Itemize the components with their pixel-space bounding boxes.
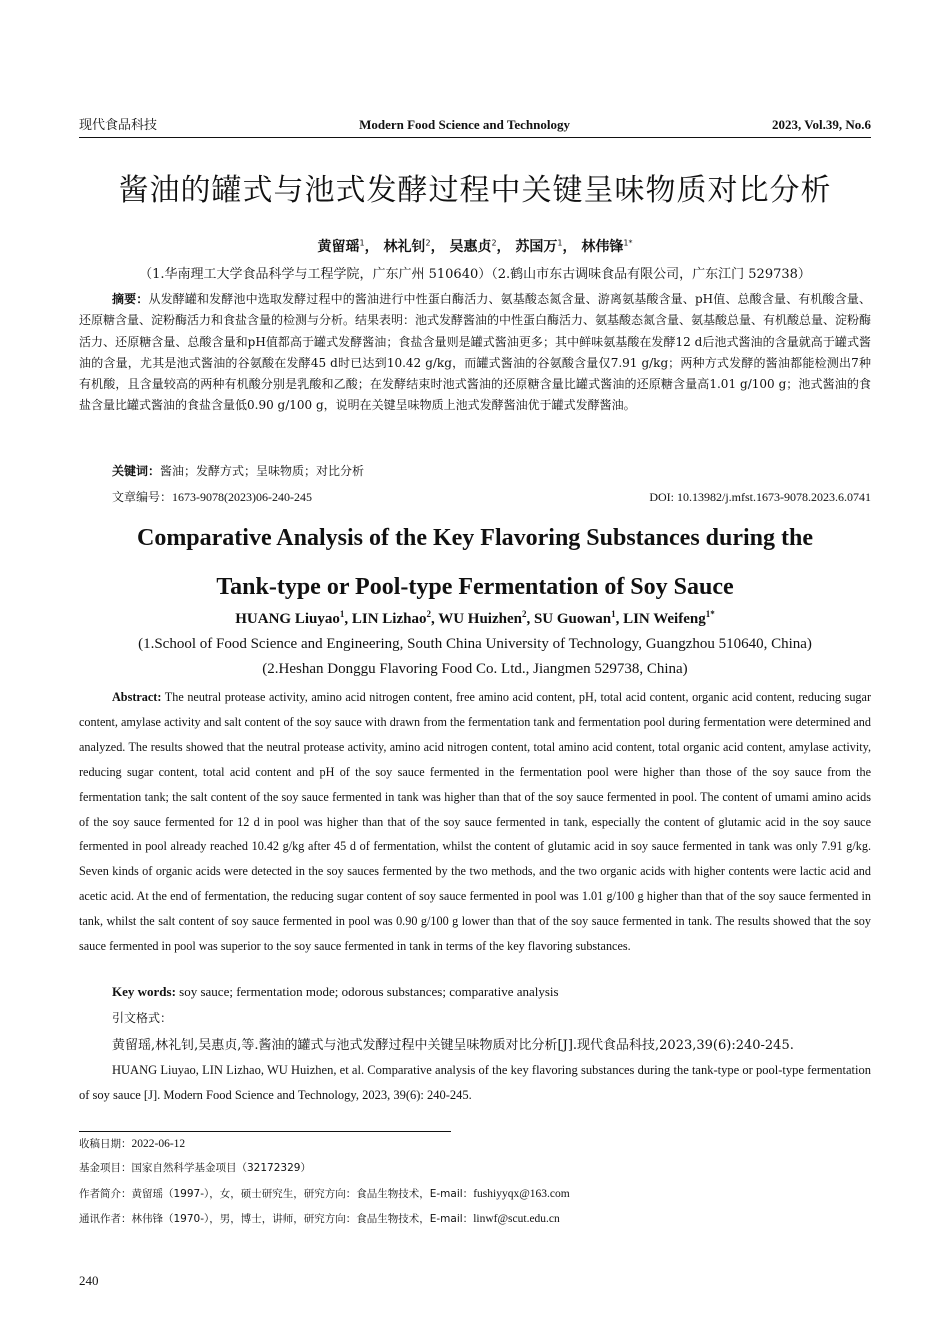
english-title-line1: Comparative Analysis of the Key Flavoring Substances during the [136, 525, 814, 551]
abstract-label: 摘要： [112, 292, 149, 306]
author-affil-sup: 2 [425, 238, 431, 248]
english-keywords [112, 984, 559, 1000]
author-affil-sup: 2 [521, 609, 527, 619]
author-affil-sup: 1 [611, 609, 616, 619]
corresponding-label: 通讯作者： [79, 1213, 132, 1225]
author-name: LIN Weifeng [623, 611, 706, 627]
citation-english: HUANG Liuyao, LIN Lizhao, WU Huizhen, et al. Comparative analysis of the key flavoring substances during the tank-type or pool-type fermentation of soy sauce [J]. Modern Food Science and Technology, 2023, 39(6): 240-245. [79, 1063, 871, 1102]
author-bio-label: 作者简介： [79, 1188, 132, 1200]
chinese-authors [0, 236, 950, 256]
english-title-line2: Tank-type or Pool-type Fermentation of Soy Sauce [216, 574, 734, 600]
chinese-title: 酱油的罐式与池式发酵过程中关键呈味物质对比分析 [118, 173, 832, 208]
author-sep: , [344, 611, 352, 627]
author-sep: ， [430, 239, 445, 255]
journal-name-cn: 现代食品科技 [79, 118, 158, 133]
author-sep: ， [562, 239, 577, 255]
citation-label: 引文格式： [112, 1011, 173, 1025]
article-no-label: 文章编号： [112, 490, 173, 504]
keywords-label: Key words: [112, 984, 176, 999]
author-affil-sup: 1 [557, 238, 563, 248]
chinese-affiliation: （1.华南理工大学食品科学与工程学院，广东广州 510640）（2.鹤山市东古调味食品有限公司，广东江门 529738） [139, 267, 811, 282]
author-sep: , [526, 611, 534, 627]
author-name: SU Guowan [533, 611, 612, 627]
corresponding-email-link[interactable]: linwf@scut.edu.cn [473, 1213, 560, 1225]
fund-label: 基金项目： [79, 1162, 132, 1174]
chinese-abstract [79, 289, 871, 417]
author-sep: , [615, 611, 624, 627]
keywords-text: soy sauce; fermentation mode; odorous substances; comparative analysis [179, 984, 559, 999]
received-label: 收稿日期： [79, 1138, 132, 1150]
keywords-label: 关键词： [112, 464, 161, 478]
author-affil-sup: 1* [623, 238, 633, 248]
page-number: 240 [79, 1273, 99, 1288]
doi: DOI: 10.13982/j.mfst.1673-9078.2023.6.0741 [649, 490, 871, 504]
author-sep: ， [496, 239, 511, 255]
volume-info: 2023, Vol.39, No.6 [772, 117, 871, 132]
article-number-row [79, 487, 871, 508]
english-affiliation-2: (2.Heshan Donggu Flavoring Food Co. Ltd., Jiangmen 529738, China) [262, 661, 688, 677]
footnote-fund [79, 1160, 871, 1175]
english-authors [0, 609, 950, 628]
abstract-label: Abstract: [112, 690, 162, 704]
article-no: 1673-9078(2023)06-240-245 [172, 490, 312, 504]
author-email-link[interactable]: fushiyyqx@163.com [473, 1188, 570, 1200]
english-title [79, 514, 871, 612]
footnote-divider [79, 1131, 451, 1132]
english-abstract [79, 685, 871, 959]
author-name: 林礼钊 [383, 239, 426, 255]
corresponding-text: 林伟锋（1970-），男，博士，讲师，研究方向：食品生物技术，E-mail： [131, 1213, 474, 1225]
fund-text: 国家自然科学基金项目（32172329） [131, 1162, 311, 1174]
abstract-text: The neutral protease activity, amino acid nitrogen content, free amino acid content, pH, total acid content, organic acid content, reducing sugar content, amylase activity and salt content of the soy sauce with drawn from the fermentation tank and fermentation pool during fermentation were determined and analyzed. The results showed that the neutral protease activity, amino acid nitrogen content, total amino acid content, total organic acid content, amylase activity, reducing sugar content, total acid content and pH of the soy sauce fermented in the fermentation pool were higher than those of the soy sauce from the fermentation tank; the salt content of the soy sauce fermented in tank was higher than that of the soy sauce fermented in pool. The content of umami amino acids of the soy sauce fermented for 12 d in pool was higher than that of the soy sauce fermented in tank, especially the content of glutamic acid in the soy sauce fermented in pool already reached 10.42 g/kg after 45 d of fermentation, whilst the content of glutamic acid in soy sauce fermented in tank was only 7.91 g/kg. Seven kinds of organic acids were detected in the soy sauces fermented by the two methods, and the two organic acids with higher contents were lactic acid and acetic acid. At the end of fermentation, the reducing sugar content of soy sauce fermented in pool was 1.01 g/100 g higher than that of the soy sauce fermented in tank, whilst the salt content of soy sauce fermented in pool was 0.90 g/100 g lower than that of the soy sauce fermented in tank. The results showed that the soy sauce fermented in pool was superior to the soy sauce fermented in tank in terms of the key flavoring substances. [79, 690, 871, 954]
author-sep: , [430, 611, 439, 627]
abstract-text: 从发酵罐和发酵池中选取发酵过程中的酱油进行中性蛋白酶活力、氨基酸态氮含量、游离氨基酸含量、pH值、总酸含量、有机酸含量、还原糖含量、淀粉酶活力和食盐含量的检测与分析。结果表明：池式发酵酱油的中性蛋白酶活力、氨基酸态氮含量、氨基酸总量、有机酸总量、淀粉酶活力、还原糖含量、总酸含量和pH值都高于罐式发酵酱油；食盐含量则是罐式酱油更多；其中鲜味氨基酸在发酵12 d后池式酱油的含量就高于罐式酱油的含量，尤其是池式酱油的谷氨酸在发酵45 d时已达到10.42 g/kg，而罐式酱油的谷氨酸含量仅7.91 g/kg；两种方式发酵的酱油都能检测出7种有机酸，且含量较高的两种有机酸分别是乳酸和乙酸；在发酵结束时池式酱油的还原糖含量比罐式酱油的还原糖含量高1.01 g/100 g；池式酱油的食盐含量比罐式酱油的食盐含量低0.90 g/100 g，说明在关键呈味物质上池式发酵酱油优于罐式发酵酱油。 [79, 292, 872, 413]
footnote-corresponding [79, 1211, 871, 1226]
author-name: HUANG Liuyao [235, 611, 340, 627]
english-affiliation-1: (1.School of Food Science and Engineering, South China University of Technology, Guangzhou 510640, China) [138, 636, 812, 652]
received-date: 2022-06-12 [131, 1138, 186, 1150]
author-affil-sup: 1 [359, 238, 365, 248]
author-name: 黄留瑶 [317, 239, 360, 255]
running-header [79, 114, 871, 138]
author-name: 林伟锋 [581, 239, 624, 255]
footnote-author-bio [79, 1186, 871, 1201]
author-affil-sup: 1 [339, 609, 345, 619]
author-affil-sup: 2 [491, 238, 497, 248]
footnote-received [79, 1136, 871, 1151]
author-affil-sup: 2 [426, 609, 431, 619]
chinese-keywords [79, 461, 871, 482]
citation-chinese: 黄留瑶,林礼钊,吴惠贞,等.酱油的罐式与池式发酵过程中关键呈味物质对比分析[J].现代食品科技,2023,39(6):240-245. [112, 1038, 794, 1053]
author-sep: ， [364, 239, 379, 255]
author-name: LIN Lizhao [351, 611, 427, 627]
author-affil-sup: 1* [705, 609, 715, 619]
author-name: WU Huizhen [438, 611, 522, 627]
author-name: 吴惠贞 [449, 239, 492, 255]
keywords-text: 酱油；发酵方式；呈味物质；对比分析 [160, 464, 365, 478]
journal-name-en: Modern Food Science and Technology [359, 117, 570, 132]
author-bio-text: 黄留瑶（1997-），女，硕士研究生，研究方向：食品生物技术，E-mail： [131, 1188, 474, 1200]
author-name: 苏国万 [515, 239, 558, 255]
